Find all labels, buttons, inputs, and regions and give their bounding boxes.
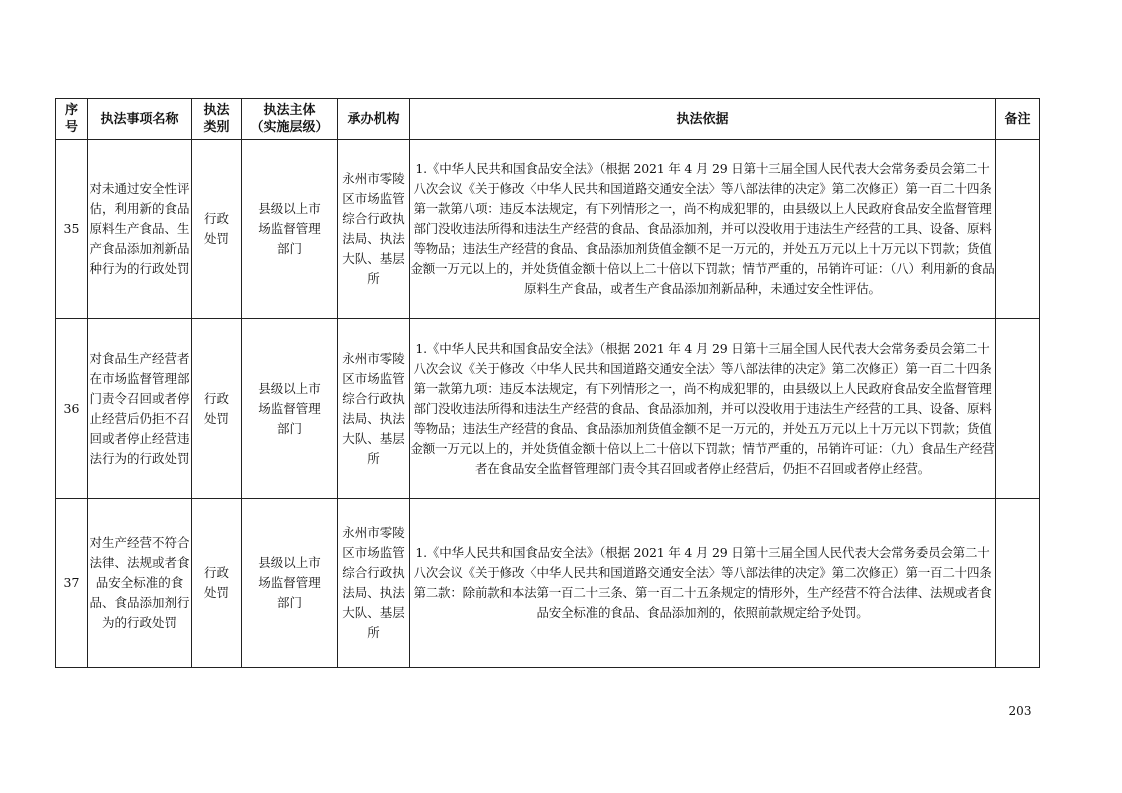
row-number: 37 xyxy=(56,499,88,668)
header-subject-line1: 执法主体 xyxy=(263,103,316,118)
page-number: 203 xyxy=(1008,704,1032,718)
item-name: 对食品生产经营者在市场监督管理部门责令召回或者停止经营后仍拒不召回或者停止经营违法行为的行政处罚 xyxy=(88,319,192,499)
remark xyxy=(996,319,1040,499)
category: 行政处罚 xyxy=(192,319,242,499)
header-category: 执法类别 xyxy=(192,99,242,140)
organization: 永州市零陵区市场监管综合行政执法局、执法大队、基层所 xyxy=(338,319,410,499)
organization: 永州市零陵区市场监管综合行政执法局、执法大队、基层所 xyxy=(338,499,410,668)
category: 行政处罚 xyxy=(192,140,242,319)
subject: 县级以上市场监督管理部门 xyxy=(242,499,338,668)
header-row xyxy=(56,99,1040,140)
enforcement-table xyxy=(55,98,1040,668)
remark xyxy=(996,140,1040,319)
table-row xyxy=(56,140,1040,319)
row-number: 35 xyxy=(56,140,88,319)
header-no: 序号 xyxy=(56,99,88,140)
organization: 永州市零陵区市场监管综合行政执法局、执法大队、基层所 xyxy=(338,140,410,319)
subject: 县级以上市场监督管理部门 xyxy=(242,319,338,499)
row-number: 36 xyxy=(56,319,88,499)
header-org: 承办机构 xyxy=(338,99,410,140)
legal-basis: 1.《中华人民共和国食品安全法》（根据 2021 年 4 月 29 日第十三届全国人民代表大会常务委员会第二十八次会议《关于修改〈中华人民共和国道路交通安全法〉等八部法律的决定》第二次修正）第一百二十四条第二款：除前款和本法第一百二十三条、第一百二十五条规定的情形外，生产经营不符合法律、法规或者食品安全标准的食品、食品添加剂的，依照前款规定给予处罚。 xyxy=(410,499,996,668)
header-subject xyxy=(242,99,338,140)
header-item: 执法事项名称 xyxy=(88,99,192,140)
legal-basis: 1.《中华人民共和国食品安全法》（根据 2021 年 4 月 29 日第十三届全国人民代表大会常务委员会第二十八次会议《关于修改〈中华人民共和国道路交通安全法〉等八部法律的决定》第二次修正）第一百二十四条第一款第八项：违反本法规定，有下列情形之一，尚不构成犯罪的，由县级以上人民政府食品安全监督管理部门没收违法所得和违法生产经营的食品、食品添加剂，并可以没收用于违法生产经营的工具、设备、原料等物品；违法生产经营的食品、食品添加剂货值金额不足一万元的，并处五万元以上十万元以下罚款；货值金额一万元以上的，并处货值金额十倍以上二十倍以下罚款；情节严重的，吊销许可证：（八）利用新的食品原料生产食品，或者生产食品添加剂新品种，未通过安全性评估。 xyxy=(410,140,996,319)
table-row xyxy=(56,319,1040,499)
item-name: 对未通过安全性评估，利用新的食品原料生产食品、生产食品添加剂新品种行为的行政处罚 xyxy=(88,140,192,319)
legal-basis: 1.《中华人民共和国食品安全法》（根据 2021 年 4 月 29 日第十三届全国人民代表大会常务委员会第二十八次会议《关于修改〈中华人民共和国道路交通安全法〉等八部法律的决定》第二次修正）第一百二十四条第一款第九项：违反本法规定，有下列情形之一，尚不构成犯罪的，由县级以上人民政府食品安全监督管理部门没收违法所得和违法生产经营的食品、食品添加剂，并可以没收用于违法生产经营的工具、设备、原料等物品；违法生产经营的食品、食品添加剂货值金额不足一万元的，并处五万元以上十万元以下罚款；货值金额一万元以上的，并处货值金额十倍以上二十倍以下罚款；情节严重的，吊销许可证：（九）食品生产经营者在食品安全监督管理部门责令其召回或者停止经营后，仍拒不召回或者停止经营。 xyxy=(410,319,996,499)
category: 行政处罚 xyxy=(192,499,242,668)
table-row xyxy=(56,499,1040,668)
header-subject-line2: （实施层级） xyxy=(250,120,329,135)
header-basis: 执法依据 xyxy=(410,99,996,140)
remark xyxy=(996,499,1040,668)
subject: 县级以上市场监督管理部门 xyxy=(242,140,338,319)
header-remark: 备注 xyxy=(996,99,1040,140)
item-name: 对生产经营不符合法律、法规或者食品安全标准的食品、食品添加剂行为的行政处罚 xyxy=(88,499,192,668)
